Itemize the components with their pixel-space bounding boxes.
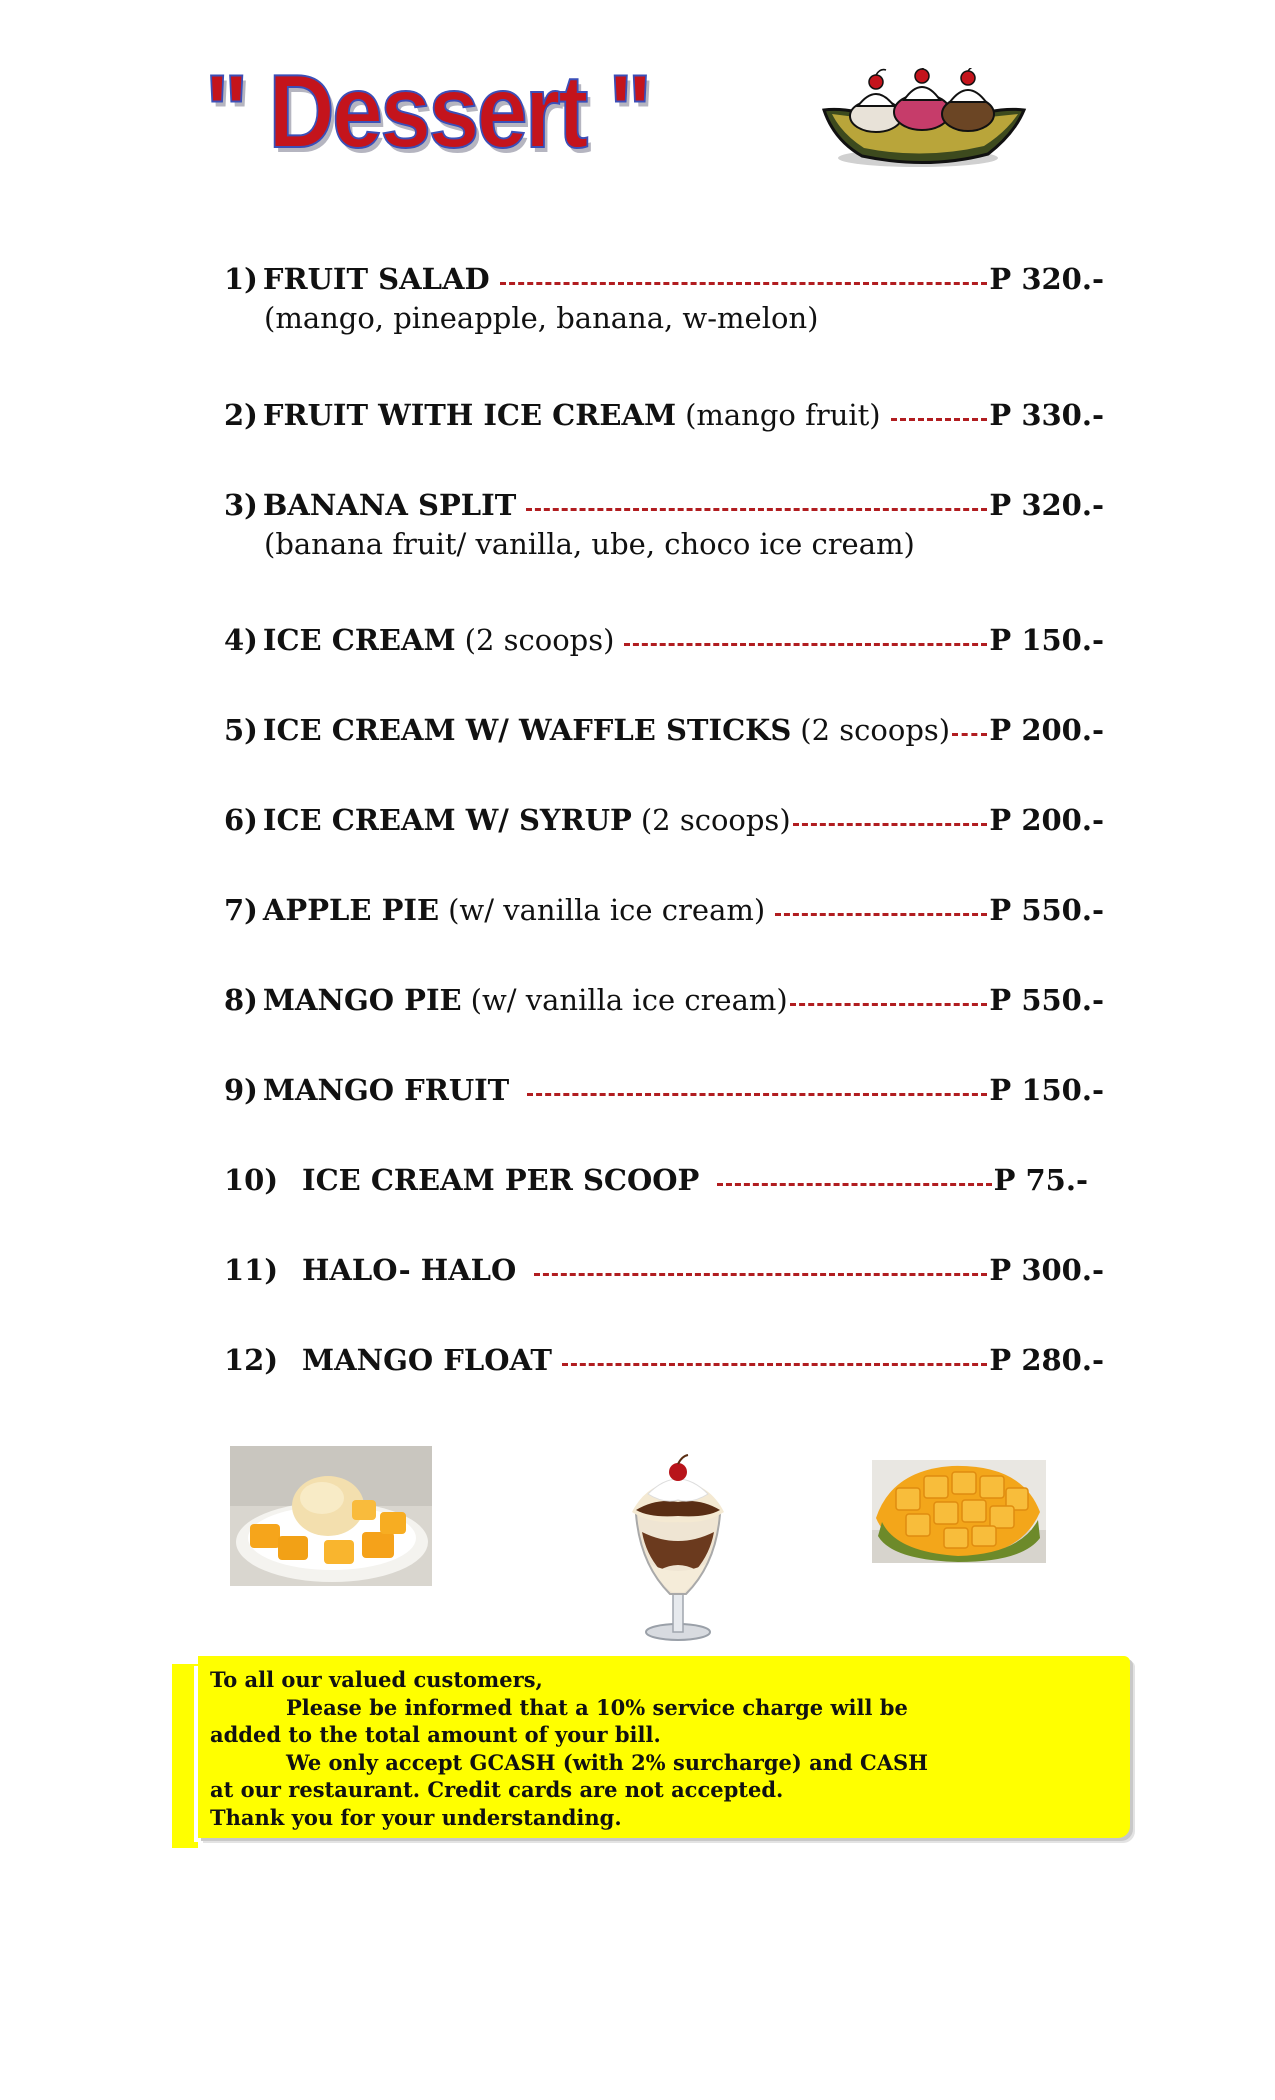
menu-item [224,1067,1104,1107]
menu-item [224,392,1104,432]
item-price: P 550.- [989,893,1104,927]
dotted-leader [952,730,987,736]
sliced-mango-photo [872,1460,1046,1563]
dotted-leader [717,1180,991,1186]
item-note: (w/ vanilla ice cream) [470,983,788,1017]
item-name: ICE CREAM PER SCOOP [302,1163,700,1197]
mango-ice-cream-photo [230,1446,432,1586]
item-note: (2 scoops) [800,713,951,747]
item-price: P 150.- [989,1073,1104,1107]
dotted-leader [775,910,987,916]
item-name: MANGO PIE [262,983,462,1017]
menu-item [224,617,1104,657]
item-note: (2 scoops) [464,623,615,657]
item-number: 9) [224,1073,258,1107]
item-price: P 75.- [993,1163,1088,1197]
menu-item [224,887,1104,927]
item-number: 8) [224,983,258,1017]
item-name: ICE CREAM [262,623,456,657]
item-name: HALO- HALO [302,1253,517,1287]
item-number: 5) [224,713,258,747]
item-name: ICE CREAM W/ WAFFLE STICKS [262,713,792,747]
item-number: 3) [224,488,258,522]
item-price: P 300.- [989,1253,1104,1287]
item-name: APPLE PIE [262,893,440,927]
item-name: MANGO FRUIT [262,1073,510,1107]
item-name: BANANA SPLIT [262,488,517,522]
item-number: 11) [224,1253,279,1287]
notice-line: at our restaurant. Credit cards are not accepted. [210,1777,784,1802]
item-price: P 550.- [989,983,1104,1017]
menu-item [224,256,1104,296]
banana-split-icon [818,68,1028,172]
item-price: P 330.- [989,398,1104,432]
item-number: 7) [224,893,258,927]
menu-item [224,977,1104,1017]
notice-greeting: To all our valued customers, [210,1667,543,1692]
menu-item [224,482,1104,522]
item-number: 10) [224,1163,279,1197]
notice-box [172,1656,1130,1844]
item-name: FRUIT WITH ICE CREAM [262,398,677,432]
notice-divider [194,1666,198,1842]
notice-line: We only accept GCASH (with 2% surcharge) and CASH [286,1749,929,1775]
dotted-leader [891,415,988,421]
item-number: 1) [224,262,258,296]
dotted-leader [500,279,988,285]
dotted-leader [562,1360,987,1366]
item-number: 4) [224,623,258,657]
notice-line: Thank you for your understanding. [210,1804,622,1830]
menu-item [224,1247,1104,1287]
dotted-leader [624,640,987,646]
item-price: P 200.- [989,803,1104,837]
menu-item [224,1157,1104,1197]
item-description: (banana fruit/ vanilla, ube, choco ice cream) [264,527,915,561]
item-price: P 320.- [989,262,1104,296]
dotted-leader [526,505,987,511]
dotted-leader [793,820,988,826]
menu-title: " Dessert " [205,54,650,170]
item-price: P 320.- [989,488,1104,522]
item-price: P 280.- [989,1343,1104,1377]
item-name: ICE CREAM W/ SYRUP [262,803,632,837]
menu-item [224,707,1104,747]
item-price: P 200.- [989,713,1104,747]
notice-line: added to the total amount of your bill. [210,1722,661,1747]
item-description: (mango, pineapple, banana, w-melon) [264,301,819,335]
item-note: (w/ vanilla ice cream) [448,893,766,927]
item-price: P 150.- [989,623,1104,657]
sundae-glass-icon [626,1454,730,1642]
notice-line: Please be informed that a 10% service charge will be [286,1694,908,1720]
dotted-leader [534,1270,987,1276]
item-note: (2 scoops) [640,803,791,837]
item-name: FRUIT SALAD [262,262,490,296]
menu-item [224,797,1104,837]
item-note: (mango fruit) [685,398,881,432]
dotted-leader [790,1000,988,1006]
item-name: MANGO FLOAT [302,1343,552,1377]
item-number: 6) [224,803,258,837]
item-number: 2) [224,398,258,432]
item-number: 12) [224,1343,279,1377]
dotted-leader [527,1090,987,1096]
menu-item [224,1337,1104,1377]
notice-text [210,1666,1120,1831]
